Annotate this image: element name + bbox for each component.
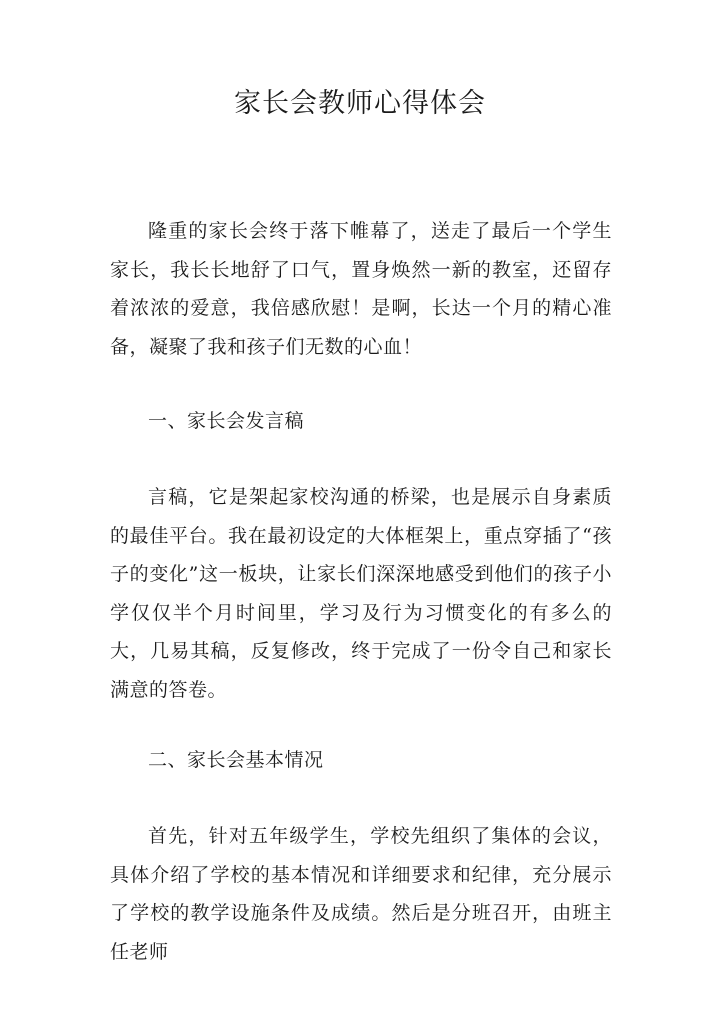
section-heading-basic-situation: 二、家长会基本情况	[148, 749, 324, 771]
paragraph-speech: 言稿，它是架起家校沟通的桥梁，也是展示自身素质的最佳平台。我在最初设定的大体框架上，重点穿插了“孩子的变化”这一板块，让家长们深深地感受到他们的孩子小学仅仅半个月时间里，学习及行为习惯变化的有多么的大，几易其稿，反复修改，终于完成了一份令自己和家长满意的答卷。	[110, 486, 612, 701]
paragraph-intro: 隆重的家长会终于落下帷幕了，送走了最后一个学生家长，我长长地舒了口气，置身焕然一新的教室，还留存着浓浓的爱意，我倍感欣慰！是啊，长达一个月的精心准备，凝聚了我和孩子们无数的心血！	[110, 220, 612, 358]
document-title: 家长会教师心得体会	[234, 88, 486, 119]
section-heading-speech: 一、家长会发言稿	[148, 410, 305, 432]
paragraph-basic-situation: 首先，针对五年级学生，学校先组织了集体的会议，具体介绍了学校的基本情况和详细要求和纪律，充分展示了学校的教学设施条件及成绩。然后是分班召开，由班主任老师	[110, 825, 612, 963]
